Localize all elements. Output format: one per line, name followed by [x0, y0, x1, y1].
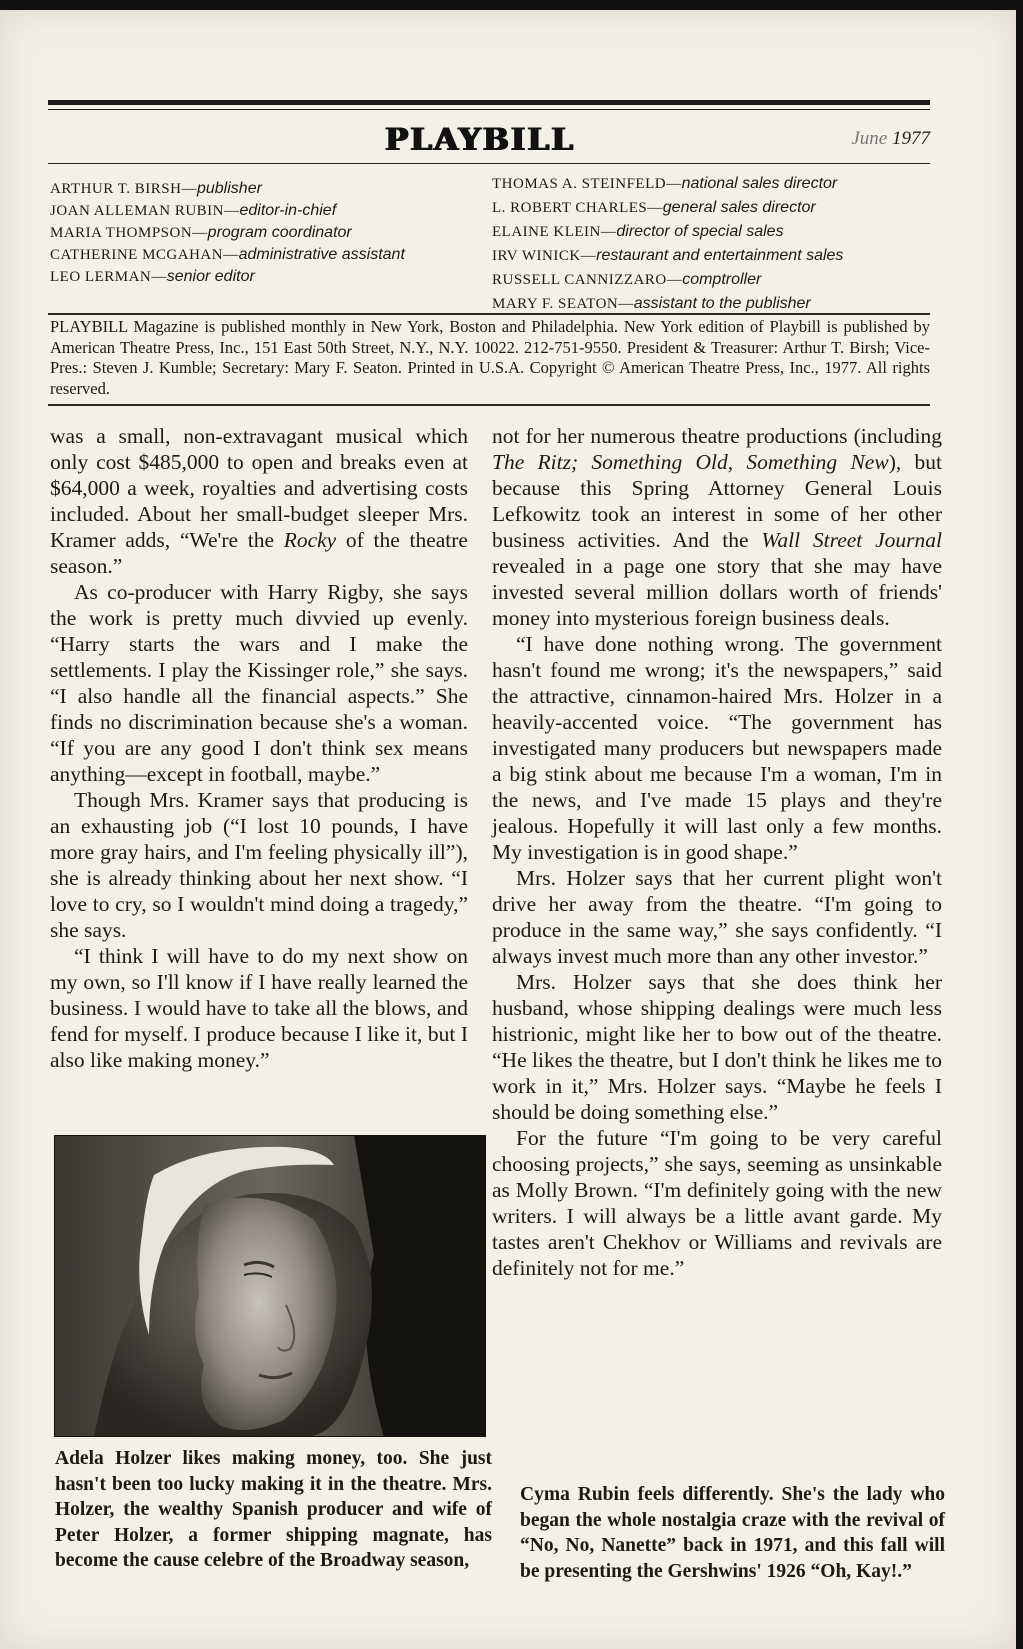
article-column-right — [492, 423, 942, 1281]
info-box-rule-top — [48, 313, 930, 315]
text-run: of the theatre season.” — [50, 528, 468, 578]
issue-month: June — [851, 128, 888, 149]
staff-role: general sales director — [662, 199, 816, 216]
staff-name: L. ROBERT CHARLES— — [492, 200, 663, 216]
staff-role: editor-in-chief — [239, 202, 337, 219]
portrait-photo — [54, 1135, 486, 1437]
staff-name: CATHERINE MCGAHAN— — [50, 247, 239, 263]
text-run: ), but because this Spring Attorney General Louis Lefkowitz took an interest in some of her other business activities. And the — [492, 450, 942, 552]
paragraph: “I think I will have to do my next show on my own, so I'll know if I have really learned the business. I would have to take all the blows, and fend for myself. I produce because I like it, but I also like making money.” — [50, 944, 468, 1072]
staff-role: program coordinator — [207, 224, 352, 241]
staff-name: IRV WINICK— — [492, 248, 597, 264]
issue-date — [820, 128, 930, 150]
photo-caption: Adela Holzer likes making money, too. She just hasn't been too lucky making it in the theatre. Mrs. Holzer, the wealthy Spanish producer and wife of Peter Holzer, a former shipping magnate, has become the cause celebre of the Broadway season, — [55, 1448, 492, 1571]
playbill-masthead: PLAYBILL — [384, 122, 576, 158]
paragraph: “I have done nothing wrong. The government hasn't found me wrong; it's the newspapers,” said the attractive, cinnamon-haired Mrs. Holzer in a heavily-accented voice. “The government has investigated many producers but newspapers made a big stink about me because I'm a woman, I'm in the news, and I've made 15 plays and they're jealous. Hopefully it will last only a few months. My investigation is in good shape.” — [492, 632, 942, 864]
paragraph: As co-producer with Harry Rigby, she says the work is pretty much divvied up evenly. “Harry starts the wars and I make the settlements. I play the Kissinger role,” she says. “I also handle all the financial aspects.” She finds no discrimination because she's a woman. “If you are any good I don't think sex means anything—except in football, maybe.” — [50, 580, 468, 786]
paragraph — [50, 423, 468, 579]
staff-role: administrative assistant — [238, 246, 405, 263]
staff-role: publisher — [196, 180, 262, 197]
staff-name: ELAINE KLEIN— — [492, 224, 617, 240]
staff-role: restaurant and entertainment sales — [596, 247, 844, 264]
paragraph: For the future “I'm going to be very careful choosing projects,” she says, seeming as unsinkable as Molly Brown. “I'm definitely going with the new writers. I will always be a little avant garde. My tastes aren't Chekhov or Williams and revivals are definitely not for me.” — [492, 1126, 942, 1280]
paragraph: Though Mrs. Kramer says that producing is an exhausting job (“I lost 10 pounds, I have more gray hairs, and I'm feeling physically ill”), she is already thinking about her next show. “I love to cry, so I wouldn't mind doing a tragedy,” she says. — [50, 788, 468, 942]
staff-row — [492, 220, 932, 244]
staff-name: RUSSELL CANNIZZARO— — [492, 272, 683, 288]
staff-list-left — [50, 178, 470, 288]
staff-name: THOMAS A. STEINFELD— — [492, 176, 682, 192]
paragraph: Mrs. Holzer says that she does think her husband, whose shipping dealings were much less histrionic, might like her to bow out of the theatre. “He likes the theatre, but I don't think he likes me to work in it,” Mrs. Holzer says. “Maybe he feels I should be doing something else.” — [492, 970, 942, 1124]
staff-role: assistant to the publisher — [633, 295, 811, 312]
staff-row — [492, 268, 932, 292]
header-rule-thin — [48, 109, 930, 110]
text-run: not for her numerous theatre productions (including — [492, 424, 942, 448]
masthead-rule — [48, 163, 930, 164]
portrait-image — [54, 1135, 486, 1437]
staff-row — [50, 200, 470, 222]
staff-row — [492, 172, 932, 196]
staff-name: JOAN ALLEMAN RUBIN— — [50, 203, 240, 219]
staff-role: senior editor — [166, 268, 255, 285]
publication-info: PLAYBILL Magazine is published monthly in New York, Boston and Philadelphia. New York edition of Playbill is published by American Theatre Press, Inc., 151 East 50th Street, N.Y., N.Y. 10022. 212-751-9550. President & Treasurer: Arthur T. Birsh; Vice-Pres.: Steven J. Kumble; Secretary: Mary F. Seaton. Printed in U.S.A. Copyright © American Theatre Press, Inc., 1977. All rights reserved. — [50, 317, 930, 398]
photo-caption-continued: Cyma Rubin feels differently. She's the lady who began the whole nostalgia craze with the revival of “No, No, Nanette” back in 1971, and this fall will be presenting the Gershwins' 1926 “Oh, Kay!.” — [520, 1484, 945, 1582]
staff-role: national sales director — [681, 175, 838, 192]
header-rule — [48, 100, 930, 105]
info-box-rule-bottom — [48, 404, 930, 406]
staff-row — [50, 266, 470, 288]
staff-name: ARTHUR T. BIRSH— — [50, 181, 197, 197]
paragraph — [492, 423, 942, 631]
text-run: was a small, non-extravagant musical which only cost $485,000 to open and breaks even at $64,000 a week, royalties and advertising costs included. About her small-budget sleeper Mrs. Kramer adds, “We're the — [50, 424, 468, 552]
italic-title: The Ritz; Something Old, Something New — [492, 450, 889, 474]
paragraph: Mrs. Holzer says that her current plight won't drive her away from the theatre. “I'm going to produce in the same way,” she says confidently. “I always invest much more than any other investor.” — [492, 866, 942, 968]
magazine-page — [0, 10, 1016, 1649]
staff-name: LEO LERMAN— — [50, 269, 167, 285]
staff-name: MARIA THOMPSON— — [50, 225, 208, 241]
italic-title: Wall Street Journal — [761, 528, 942, 552]
italic-title: Rocky — [283, 528, 337, 552]
staff-row — [50, 244, 470, 266]
staff-row — [492, 196, 932, 220]
staff-role: director of special sales — [616, 223, 784, 240]
staff-list-right — [492, 172, 932, 316]
issue-year: 1977 — [892, 128, 930, 149]
staff-row — [492, 244, 932, 268]
text-run: revealed in a page one story that she may have invested several million dollars worth of friends' money into mysterious foreign business deals. — [492, 554, 942, 630]
staff-row — [50, 222, 470, 244]
staff-row — [50, 178, 470, 200]
staff-name: MARY F. SEATON— — [492, 296, 634, 312]
staff-role: comptroller — [682, 271, 762, 288]
article-column-left — [50, 423, 468, 1073]
